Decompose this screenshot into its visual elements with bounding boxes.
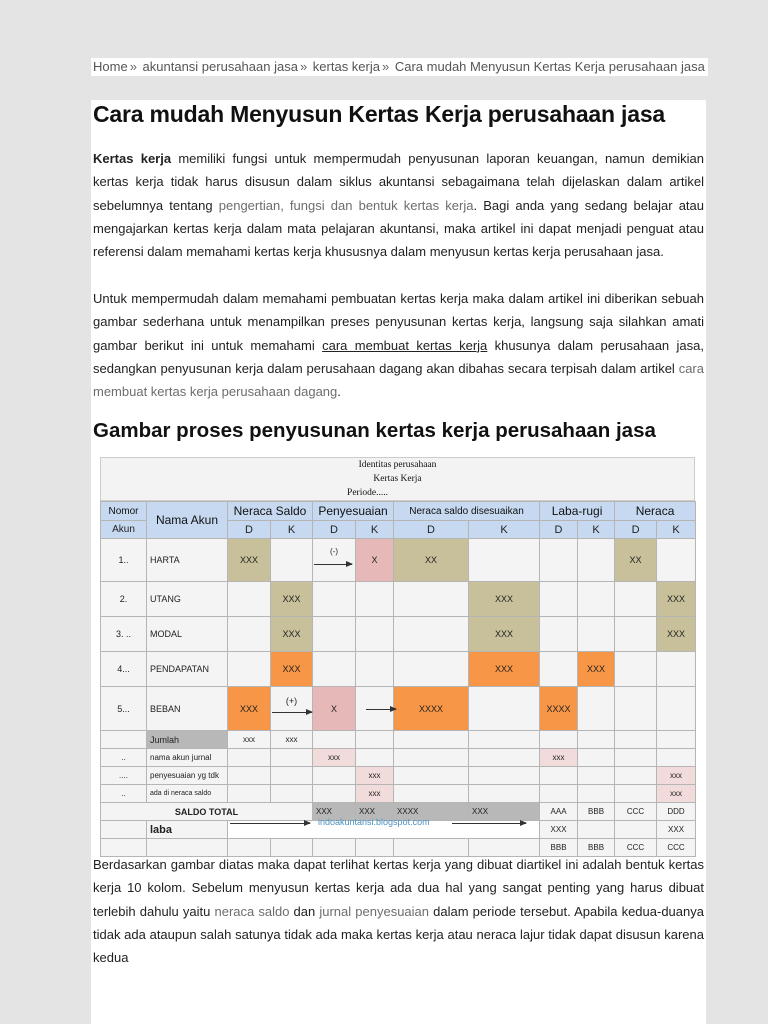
row-harta (101, 539, 696, 582)
cell-empty (615, 785, 657, 803)
cell-empty (394, 749, 469, 767)
cell-no: 4... (101, 652, 147, 687)
cell-value: DDD (657, 803, 696, 821)
cell-empty (615, 617, 657, 652)
cell-value: xxx (228, 731, 271, 749)
cell-empty (313, 731, 356, 749)
cell-account: MODAL (147, 617, 228, 652)
hdr-d: D (394, 521, 469, 539)
cell-empty (356, 582, 394, 617)
arrow-icon (272, 712, 312, 713)
cell-value: BBB (578, 839, 615, 857)
cell-empty (578, 582, 615, 617)
cell-account: nama akun jurnal (147, 749, 228, 767)
cell-value: XXX (578, 652, 615, 687)
cell-empty (540, 617, 578, 652)
cell-empty (540, 767, 578, 785)
cell-empty (313, 582, 356, 617)
cell-value: AAA (540, 803, 578, 821)
hdr-k: K (356, 521, 394, 539)
cell-empty (578, 767, 615, 785)
cell-value: xxx (657, 785, 696, 803)
text: memiliki fungsi untuk mempermudah penyusunan laporan keuangan, namun demikian kertas kerja tidak harus disusun dalam siklus akuntansi sebagaimana telah dijelaskan dalam artikel sebelumnya tentang (93, 151, 704, 213)
cell-empty (271, 539, 313, 582)
cell-empty (394, 582, 469, 617)
text: . Bagi anda yang sedang belajar atau mengajarkan kertas kerja dalam mata pelajaran akuntansi, maka artikel ini dapat menjadi penguat atau referensi dalam memahami kertas kerja khususnya dalam menyusun kertas kerja perusahaan jasa. (93, 197, 704, 260)
cell-account: Jumlah (147, 731, 228, 749)
text: khusunya dalam perusahaan jasa, sedangkan penyusunan kerja dalam perusahaan dagang akan dibahas secara terpisah dalam artikel (93, 337, 704, 376)
cell-empty (228, 749, 271, 767)
breadcrumb-separator: » (299, 59, 308, 74)
cell-no: 3. .. (101, 617, 147, 652)
cell-value: XXXX (394, 687, 469, 731)
figure-watermark: indoakuntansi.blogspot.com (318, 817, 430, 827)
text: . (337, 384, 341, 400)
cell-account: laba (147, 821, 228, 839)
hdr-ns-disesuaikan: Neraca saldo disesuaikan (394, 502, 540, 521)
hdr-k: K (657, 521, 696, 539)
row-jurnal-3 (101, 785, 696, 803)
header-row-1 (101, 502, 696, 521)
cell-account: BEBAN (147, 687, 228, 731)
cell-empty (356, 731, 394, 749)
cell-value: xxx (540, 749, 578, 767)
cell-empty (394, 617, 469, 652)
hdr-d: D (615, 521, 657, 539)
cell-empty (578, 539, 615, 582)
cell-empty (313, 767, 356, 785)
cell-empty (578, 785, 615, 803)
hdr-nama-akun: Nama Akun (147, 502, 228, 539)
cell-empty (615, 749, 657, 767)
article-title: Cara mudah Menyusun Kertas Kerja perusahaan jasa (93, 101, 666, 127)
cell-empty (657, 731, 696, 749)
row-jurnal-1 (101, 749, 696, 767)
cell-empty (469, 687, 540, 731)
cell-empty (228, 785, 271, 803)
cell-value: X (313, 687, 356, 731)
worksheet-table (100, 501, 696, 857)
cell-empty (356, 652, 394, 687)
figure-period: Periode..... (347, 488, 388, 498)
bold-term: Kertas kerja (93, 151, 172, 166)
link-dagang[interactable]: cara membuat kertas kerja perusahaan dagang (93, 360, 704, 400)
cell-account: UTANG (147, 582, 228, 617)
cell-value: BBB (540, 839, 578, 857)
cell-saldo-total-label: SALDO TOTAL (101, 803, 313, 821)
cell-empty (356, 749, 394, 767)
paragraph-conclusion (93, 853, 704, 969)
arrow-icon (314, 564, 352, 565)
row-jumlah (101, 731, 696, 749)
breadcrumb-home[interactable]: Home (93, 59, 128, 74)
cell-adj-note: (+) (271, 687, 313, 731)
cell-value: XXX (271, 582, 313, 617)
cell-account: ada di neraca saldo (147, 785, 228, 803)
cell-empty (394, 731, 469, 749)
cell-empty (615, 687, 657, 731)
cell-value: XXX (469, 582, 540, 617)
text: dalam periode tersebut. Apabila kedua-duanya tidak ada ataupun salah satunya tidak ada maka kertas kerja atau neraca lajur tidak dapat disusun karena kedua (93, 903, 704, 966)
text: Untuk mempermudah dalam memahami pembuatan kertas kerja maka dalam artikel ini diberikan sebuah gambar sederhana untuk menampilkan preses penyusunan kertas kerja, langsung saja silahkan amati gambar berikut ini untuk memahami (93, 291, 704, 353)
figure-title: Kertas Kerja (373, 474, 422, 484)
cell-empty (578, 749, 615, 767)
link-jurnal-penyesuaian[interactable]: jurnal penyesuaian (319, 903, 429, 919)
cell-empty (313, 617, 356, 652)
cell-value: XXXX (540, 687, 578, 731)
hdr-laba-rugi: Laba-rugi (540, 502, 615, 521)
cell-empty (540, 785, 578, 803)
cell-value: XX (615, 539, 657, 582)
link-pengertian[interactable]: pengertian, fungsi dan bentuk kertas kerja (218, 197, 474, 213)
breadcrumb-separator: » (382, 59, 390, 74)
row-modal (101, 617, 696, 652)
article-card (91, 100, 706, 1024)
cell-empty (228, 767, 271, 785)
cell-account: HARTA (147, 539, 228, 582)
cell-value: XXX (271, 617, 313, 652)
figure-company: Identitas perusahaan (358, 460, 437, 470)
hdr-d: D (228, 521, 271, 539)
cell-account: penyesuaian yg tdk (147, 767, 228, 785)
cell-empty (540, 731, 578, 749)
cell-value: XXX (657, 821, 696, 839)
cell-value: XXX (228, 539, 271, 582)
cell-empty (356, 617, 394, 652)
breadcrumb-separator: » (129, 59, 137, 74)
cell-empty (228, 582, 271, 617)
cell-empty (228, 617, 271, 652)
hdr-d: D (540, 521, 578, 539)
cell-value: xxx (271, 731, 313, 749)
cell-empty (657, 539, 696, 582)
row-beban (101, 687, 696, 731)
cell-empty (540, 539, 578, 582)
hdr-neraca: Neraca (615, 502, 696, 521)
hdr-k: K (578, 521, 615, 539)
cell-empty (313, 785, 356, 803)
cell-empty (578, 821, 615, 839)
cell-empty (540, 652, 578, 687)
cell-empty (469, 767, 540, 785)
text: dan (289, 903, 320, 919)
row-pendapatan (101, 652, 696, 687)
hdr-neraca-saldo: Neraca Saldo (228, 502, 313, 521)
cell-empty (394, 785, 469, 803)
row-jurnal-2 (101, 767, 696, 785)
cell-empty (615, 731, 657, 749)
cell-no: .. (101, 749, 147, 767)
cell-empty (615, 582, 657, 617)
cell-empty (615, 821, 657, 839)
hdr-k: K (271, 521, 313, 539)
cell-empty (313, 652, 356, 687)
cell-empty (271, 767, 313, 785)
cell-value: CCC (657, 839, 696, 857)
cell-empty (615, 767, 657, 785)
cell-empty (271, 785, 313, 803)
paragraph-explanation (93, 287, 704, 403)
cell-empty (615, 652, 657, 687)
cell-empty (394, 767, 469, 785)
hdr-nomor: Nomor (101, 502, 147, 521)
cell-empty (657, 687, 696, 731)
hdr-k: K (469, 521, 540, 539)
cell-empty (101, 821, 147, 839)
cell-value: X (356, 539, 394, 582)
cell-value: CCC (615, 803, 657, 821)
cell-empty (469, 539, 540, 582)
hdr-penyesuaian: Penyesuaian (313, 502, 394, 521)
cell-no: .... (101, 767, 147, 785)
cell-value: CCC (615, 839, 657, 857)
cell-value: XXX (657, 582, 696, 617)
hdr-d: D (313, 521, 356, 539)
cell-empty (578, 687, 615, 731)
cell-empty (657, 749, 696, 767)
cell-value: XX (394, 539, 469, 582)
worksheet-figure (100, 457, 695, 852)
cell-value: XXX (469, 652, 540, 687)
cell-empty (469, 749, 540, 767)
cell-value: xxx (657, 767, 696, 785)
cell-value: XXX (540, 821, 578, 839)
paragraph-intro (93, 147, 704, 263)
cell-value: XXX (313, 803, 356, 821)
cell-value: XXXX (394, 803, 469, 821)
cell-empty (228, 652, 271, 687)
cell-no: .. (101, 785, 147, 803)
arrow-icon (230, 823, 310, 824)
cell-value: BBB (578, 803, 615, 821)
cell-account: PENDAPATAN (147, 652, 228, 687)
link-neraca-saldo[interactable]: neraca saldo (214, 903, 290, 919)
cell-value: xxx (313, 749, 356, 767)
text: Berdasarkan gambar diatas maka dapat terlihat kertas kerja yang dibuat diartikel ini adalah bentuk kertas kerja 10 kolom. Sebelum menyusun kertas kerja ada dua hal yang sangat penting yang harus dibuat terlebih dahulu yaitu (93, 857, 704, 919)
row-utang (101, 582, 696, 617)
cell-empty (540, 582, 578, 617)
cell-empty (394, 652, 469, 687)
cell-no: 5... (101, 687, 147, 731)
arrow-icon (452, 823, 526, 824)
section-heading: Gambar proses penyusunan kertas kerja perusahaan jasa (93, 419, 656, 442)
cell-no: 2. (101, 582, 147, 617)
cell-value: XXX (469, 803, 540, 821)
cell-empty (101, 731, 147, 749)
cell-adj-note: (-) (313, 539, 356, 582)
cell-value: XXX (228, 687, 271, 731)
cell-empty (578, 731, 615, 749)
link-cara-membuat[interactable]: cara membuat kertas kerja (322, 337, 488, 353)
cell-empty (469, 785, 540, 803)
cell-value: XXX (469, 617, 540, 652)
cell-value: XXX (356, 803, 394, 821)
breadcrumb (91, 58, 708, 76)
breadcrumb-kertas-kerja[interactable]: kertas kerja (312, 59, 380, 74)
cell-value: xxx (356, 767, 394, 785)
hdr-akun: Akun (101, 521, 147, 539)
cell-empty (578, 617, 615, 652)
cell-empty (469, 731, 540, 749)
cell-empty (657, 652, 696, 687)
cell-empty (271, 749, 313, 767)
figure-header (100, 457, 695, 501)
breadcrumb-akuntansi[interactable]: akuntansi perusahaan jasa (142, 59, 298, 74)
arrow-icon (366, 709, 396, 710)
cell-value: XXX (657, 617, 696, 652)
cell-value: xxx (356, 785, 394, 803)
breadcrumb-current: Cara mudah Menyusun Kertas Kerja perusahaan jasa (394, 59, 705, 74)
cell-value: XXX (271, 652, 313, 687)
cell-no: 1.. (101, 539, 147, 582)
